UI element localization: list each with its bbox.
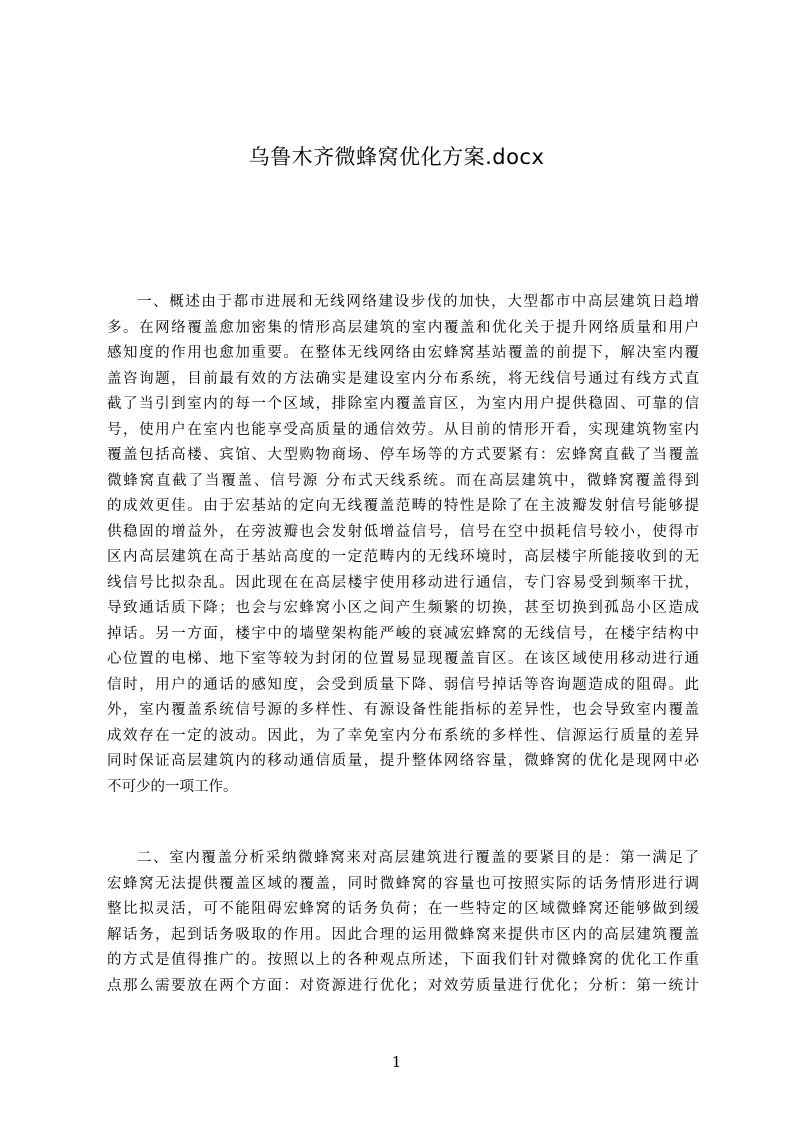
text-line: 信时，用户的通话的感知度，会受到质量下降、弱信号掉话等咨询题造成的阻碍。此: [107, 676, 699, 693]
text-line: 心位置的电梯、地下室等较为封闭的位置易显现覆盖盲区。在该区域使用移动进行通: [107, 651, 699, 667]
text-line: 线信号比拟杂乱。因此现在在高层楼宇使用移动进行通信，专门容易受到频率干扰，: [107, 574, 699, 591]
text-line: 覆盖包括高楼、宾馆、大型购物商场、停车场等的方式要紧有：宏蜂窝直截了当覆盖: [107, 447, 699, 463]
text-line: 二、室内覆盖分析采纳微蜂窝来对高层建筑进行覆盖的要紧目的是：第一满足了: [137, 850, 699, 866]
text-line: 解话务，起到话务吸取的作用。因此合理的运用微蜂窝来提供市区内的高层建筑覆盖: [107, 926, 699, 943]
text-line: 号，使用户在室内也能享受高质量的通信效劳。从目前的情形开看，实现建筑物室内: [107, 421, 699, 438]
text-line: 区内高层建筑在高于基站高度的一定范畴内的无线环境时，高层楼宇所能接收到的无: [107, 549, 699, 565]
text-line: 供稳固的增益外，在旁波瓣也会发射低增益信号，信号在空中损耗信号较小，使得市: [107, 523, 699, 540]
text-line: 导致通话质下降；也会与宏蜂窝小区之间产生频繁的切换，甚至切换到孤岛小区造成: [107, 600, 699, 616]
text-line: 的成效更佳。由于宏基站的定向无线覆盖范畴的特性是除了在主波瓣发射信号能够提: [107, 498, 699, 514]
document-title: 乌鲁木齐微蜂窝优化方案.docx: [248, 145, 545, 169]
text-line: 掉话。另一方面，楼宇中的墙壁架构能严峻的衰减宏蜂窝的无线信号，在楼宇结构中: [107, 625, 699, 642]
text-line: 整比拟灵活，可不能阻碍宏蜂窝的话务负荷；在一些特定的区域微蜂窝还能够做到缓: [107, 901, 699, 917]
text-line: 不可少的一项工作。: [107, 778, 238, 795]
text-line: 点那么需要放在两个方面：对资源进行优化；对效劳质量进行优化；分析：第一统计: [107, 977, 699, 994]
paragraph-indoor-coverage-analysis: [107, 846, 699, 999]
text-line: 的方式是值得推广的。按照以上的各种观点所述，下面我们针对微蜂窝的优化工作重: [107, 952, 699, 968]
text-line: 感知度的作用也愈加重要。在整体无线网络由宏蜂窝基站覆盖的前提下，解决室内覆: [107, 345, 699, 361]
page-number: 1: [391, 1053, 402, 1071]
text-line: 微蜂窝直截了当覆盖、信号源 分布式天线系统。而在高层建筑中，微蜂窝覆盖得到: [107, 472, 699, 489]
text-line: 外，室内覆盖系统信号源的多样性、有源设备性能指标的差异性，也会导致室内覆盖: [107, 702, 699, 718]
paragraph-overview: [107, 290, 699, 800]
text-line: 成效存在一定的波动。因此，为了幸免室内分布系统的多样性、信源运行质量的差异: [107, 727, 699, 744]
text-line: 盖咨询题，目前最有效的方法确实是建设室内分布系统，将无线信号通过有线方式直: [107, 370, 699, 387]
text-line: 一、概述由于都市进展和无线网络建设步伐的加快，大型都市中高层建筑日趋增: [137, 294, 699, 310]
text-line: 多。在网络覆盖愈加密集的情形高层建筑的室内覆盖和优化关于提升网络质量和用户: [107, 319, 699, 336]
text-line: 宏蜂窝无法提供覆盖区域的覆盖，同时微蜂窝的容量也可按照实际的话务情形进行调: [107, 875, 699, 892]
text-line: 截了当引到室内的每一个区域，排除室内覆盖盲区，为室内用户提供稳固、可靠的信: [107, 396, 699, 412]
text-line: 同时保证高层建筑内的移动通信质量，提升整体网络容量，微蜂窝的优化是现网中必: [107, 753, 699, 769]
